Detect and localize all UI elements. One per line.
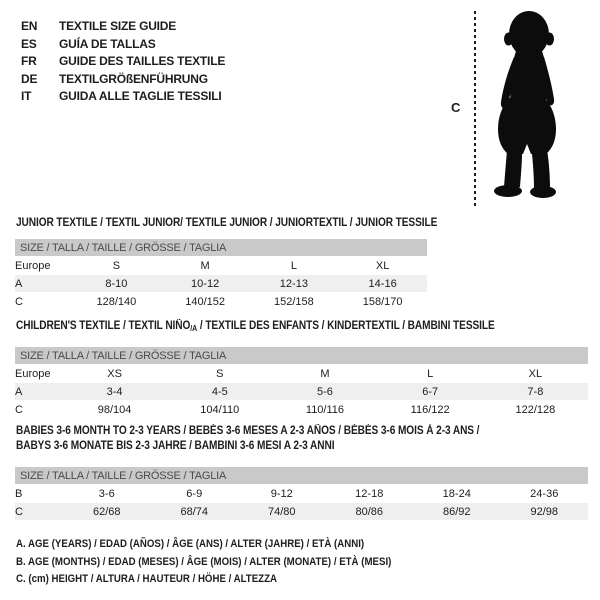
row-label-cell: B bbox=[15, 485, 63, 503]
babies-title-line1: BABIES 3-6 MONTH TO 2-3 YEARS / BEBÉS 3-6 MESES A 2-3 AÑOS / BÉBÉS 3-6 MOIS À 2-3 ANS / bbox=[16, 425, 480, 437]
size-header-cell: SIZE / TALLA / TAILLE / GRÖSSE / TAGLIA bbox=[15, 467, 588, 485]
language-row bbox=[21, 88, 225, 106]
size-value-cell: 12-18 bbox=[326, 485, 414, 503]
size-value-cell: 5-6 bbox=[272, 383, 377, 401]
language-title: TEXTILE SIZE GUIDE bbox=[59, 19, 177, 33]
height-measure-dashed-line bbox=[474, 11, 476, 208]
table-row bbox=[15, 401, 588, 419]
size-value-cell: 6-7 bbox=[378, 383, 483, 401]
size-header-row bbox=[15, 467, 588, 485]
size-value-cell: 104/110 bbox=[167, 401, 272, 419]
row-label-cell: A bbox=[15, 275, 72, 293]
language-code: DE bbox=[21, 71, 38, 86]
column-header-cell: XS bbox=[62, 365, 167, 383]
children-size-table bbox=[15, 347, 588, 419]
table-row bbox=[15, 485, 588, 503]
junior-size-table bbox=[15, 239, 427, 311]
language-row bbox=[21, 53, 225, 71]
column-header-cell: L bbox=[378, 365, 483, 383]
column-header-cell: XL bbox=[338, 257, 427, 275]
column-header-cell: M bbox=[272, 365, 377, 383]
language-row bbox=[21, 36, 225, 54]
table-row bbox=[15, 293, 427, 311]
children-title-pre: CHILDREN'S TEXTILE / TEXTIL NIÑO bbox=[16, 320, 191, 332]
column-header-cell: S bbox=[167, 365, 272, 383]
junior-section-title: JUNIOR TEXTILE / TEXTIL JUNIOR/ TEXTILE JUNIOR / JUNIORTEXTIL / JUNIOR TESSILE bbox=[16, 217, 438, 229]
column-header-cell: S bbox=[72, 257, 161, 275]
size-header-cell: SIZE / TALLA / TAILLE / GRÖSSE / TAGLIA bbox=[15, 239, 427, 257]
language-code: EN bbox=[21, 19, 38, 33]
size-value-cell: 6-9 bbox=[151, 485, 239, 503]
language-row bbox=[21, 71, 225, 89]
children-title-subscript: /A bbox=[190, 324, 198, 333]
footnote-b: B. AGE (MONTHS) / EDAD (MESES) / ÂGE (MOIS) / ALTER (MONATE) / ETÀ (MESI) bbox=[16, 555, 392, 568]
size-header-cell: SIZE / TALLA / TAILLE / GRÖSSE / TAGLIA bbox=[15, 347, 588, 365]
row-label-cell: A bbox=[15, 383, 62, 401]
size-value-cell: 18-24 bbox=[413, 485, 501, 503]
baby-silhouette bbox=[481, 8, 573, 207]
children-section-title bbox=[16, 320, 495, 333]
size-value-cell: 14-16 bbox=[338, 275, 427, 293]
size-value-cell: 128/140 bbox=[72, 293, 161, 311]
size-value-cell: 7-8 bbox=[483, 383, 588, 401]
children-title-post: / TEXTILE DES ENFANTS / KINDERTEXTIL / BAMBINI TESSILE bbox=[197, 320, 495, 332]
size-value-cell: 24-36 bbox=[501, 485, 589, 503]
language-code: FR bbox=[21, 54, 37, 68]
footnote-c: C. (cm) HEIGHT / ALTURA / HAUTEUR / HÖHE / ALTEZZA bbox=[16, 573, 278, 585]
column-header-cell: L bbox=[250, 257, 339, 275]
size-value-cell: 116/122 bbox=[378, 401, 483, 419]
size-value-cell: 12-13 bbox=[250, 275, 339, 293]
language-title: TEXTILGRÖßENFÜHRUNG bbox=[59, 71, 208, 86]
size-value-cell: 140/152 bbox=[161, 293, 250, 311]
size-value-cell: 80/86 bbox=[326, 503, 414, 521]
row-label-cell: C bbox=[15, 503, 63, 521]
measure-label-c: C bbox=[451, 100, 461, 115]
language-title: GUIDA ALLE TAGLIE TESSILI bbox=[59, 89, 222, 103]
size-header-row bbox=[15, 347, 588, 365]
size-value-cell: 74/80 bbox=[238, 503, 326, 521]
size-value-cell: 62/68 bbox=[63, 503, 151, 521]
row-label-cell: C bbox=[15, 293, 72, 311]
size-value-cell: 110/116 bbox=[272, 401, 377, 419]
columns-header-row bbox=[15, 365, 588, 383]
column-header-cell: M bbox=[161, 257, 250, 275]
language-code: ES bbox=[21, 36, 37, 51]
language-row bbox=[21, 18, 225, 36]
size-value-cell: 158/170 bbox=[338, 293, 427, 311]
columns-header-row bbox=[15, 257, 427, 275]
footnote-a: A. AGE (YEARS) / EDAD (AÑOS) / ÂGE (ANS) / ALTER (JAHRE) / ETÀ (ANNI) bbox=[16, 538, 365, 550]
column-header-cell: XL bbox=[483, 365, 588, 383]
row-header-label: Europe bbox=[15, 365, 62, 383]
size-value-cell: 92/98 bbox=[501, 503, 589, 521]
size-value-cell: 3-6 bbox=[63, 485, 151, 503]
babies-section-title bbox=[16, 424, 479, 454]
language-list bbox=[21, 18, 225, 106]
size-value-cell: 98/104 bbox=[62, 401, 167, 419]
row-header-label: Europe bbox=[15, 257, 72, 275]
size-value-cell: 8-10 bbox=[72, 275, 161, 293]
size-value-cell: 86/92 bbox=[413, 503, 501, 521]
size-header-row bbox=[15, 239, 427, 257]
table-row bbox=[15, 383, 588, 401]
language-title: GUIDE DES TAILLES TEXTILE bbox=[59, 54, 226, 68]
size-value-cell: 68/74 bbox=[151, 503, 239, 521]
size-value-cell: 4-5 bbox=[167, 383, 272, 401]
footnotes bbox=[16, 536, 443, 589]
babies-title-line2: BABYS 3-6 MONATE BIS 2-3 JAHRE / BAMBINI 3-6 MESI A 2-3 ANNI bbox=[16, 440, 335, 452]
language-code: IT bbox=[21, 89, 32, 103]
size-value-cell: 152/158 bbox=[250, 293, 339, 311]
row-label-cell: C bbox=[15, 401, 62, 419]
babies-size-table bbox=[15, 467, 588, 521]
table-row bbox=[15, 275, 427, 293]
language-title: GUÍA DE TALLAS bbox=[59, 36, 156, 51]
size-value-cell: 122/128 bbox=[483, 401, 588, 419]
size-value-cell: 9-12 bbox=[238, 485, 326, 503]
size-value-cell: 10-12 bbox=[161, 275, 250, 293]
table-row bbox=[15, 503, 588, 521]
size-value-cell: 3-4 bbox=[62, 383, 167, 401]
